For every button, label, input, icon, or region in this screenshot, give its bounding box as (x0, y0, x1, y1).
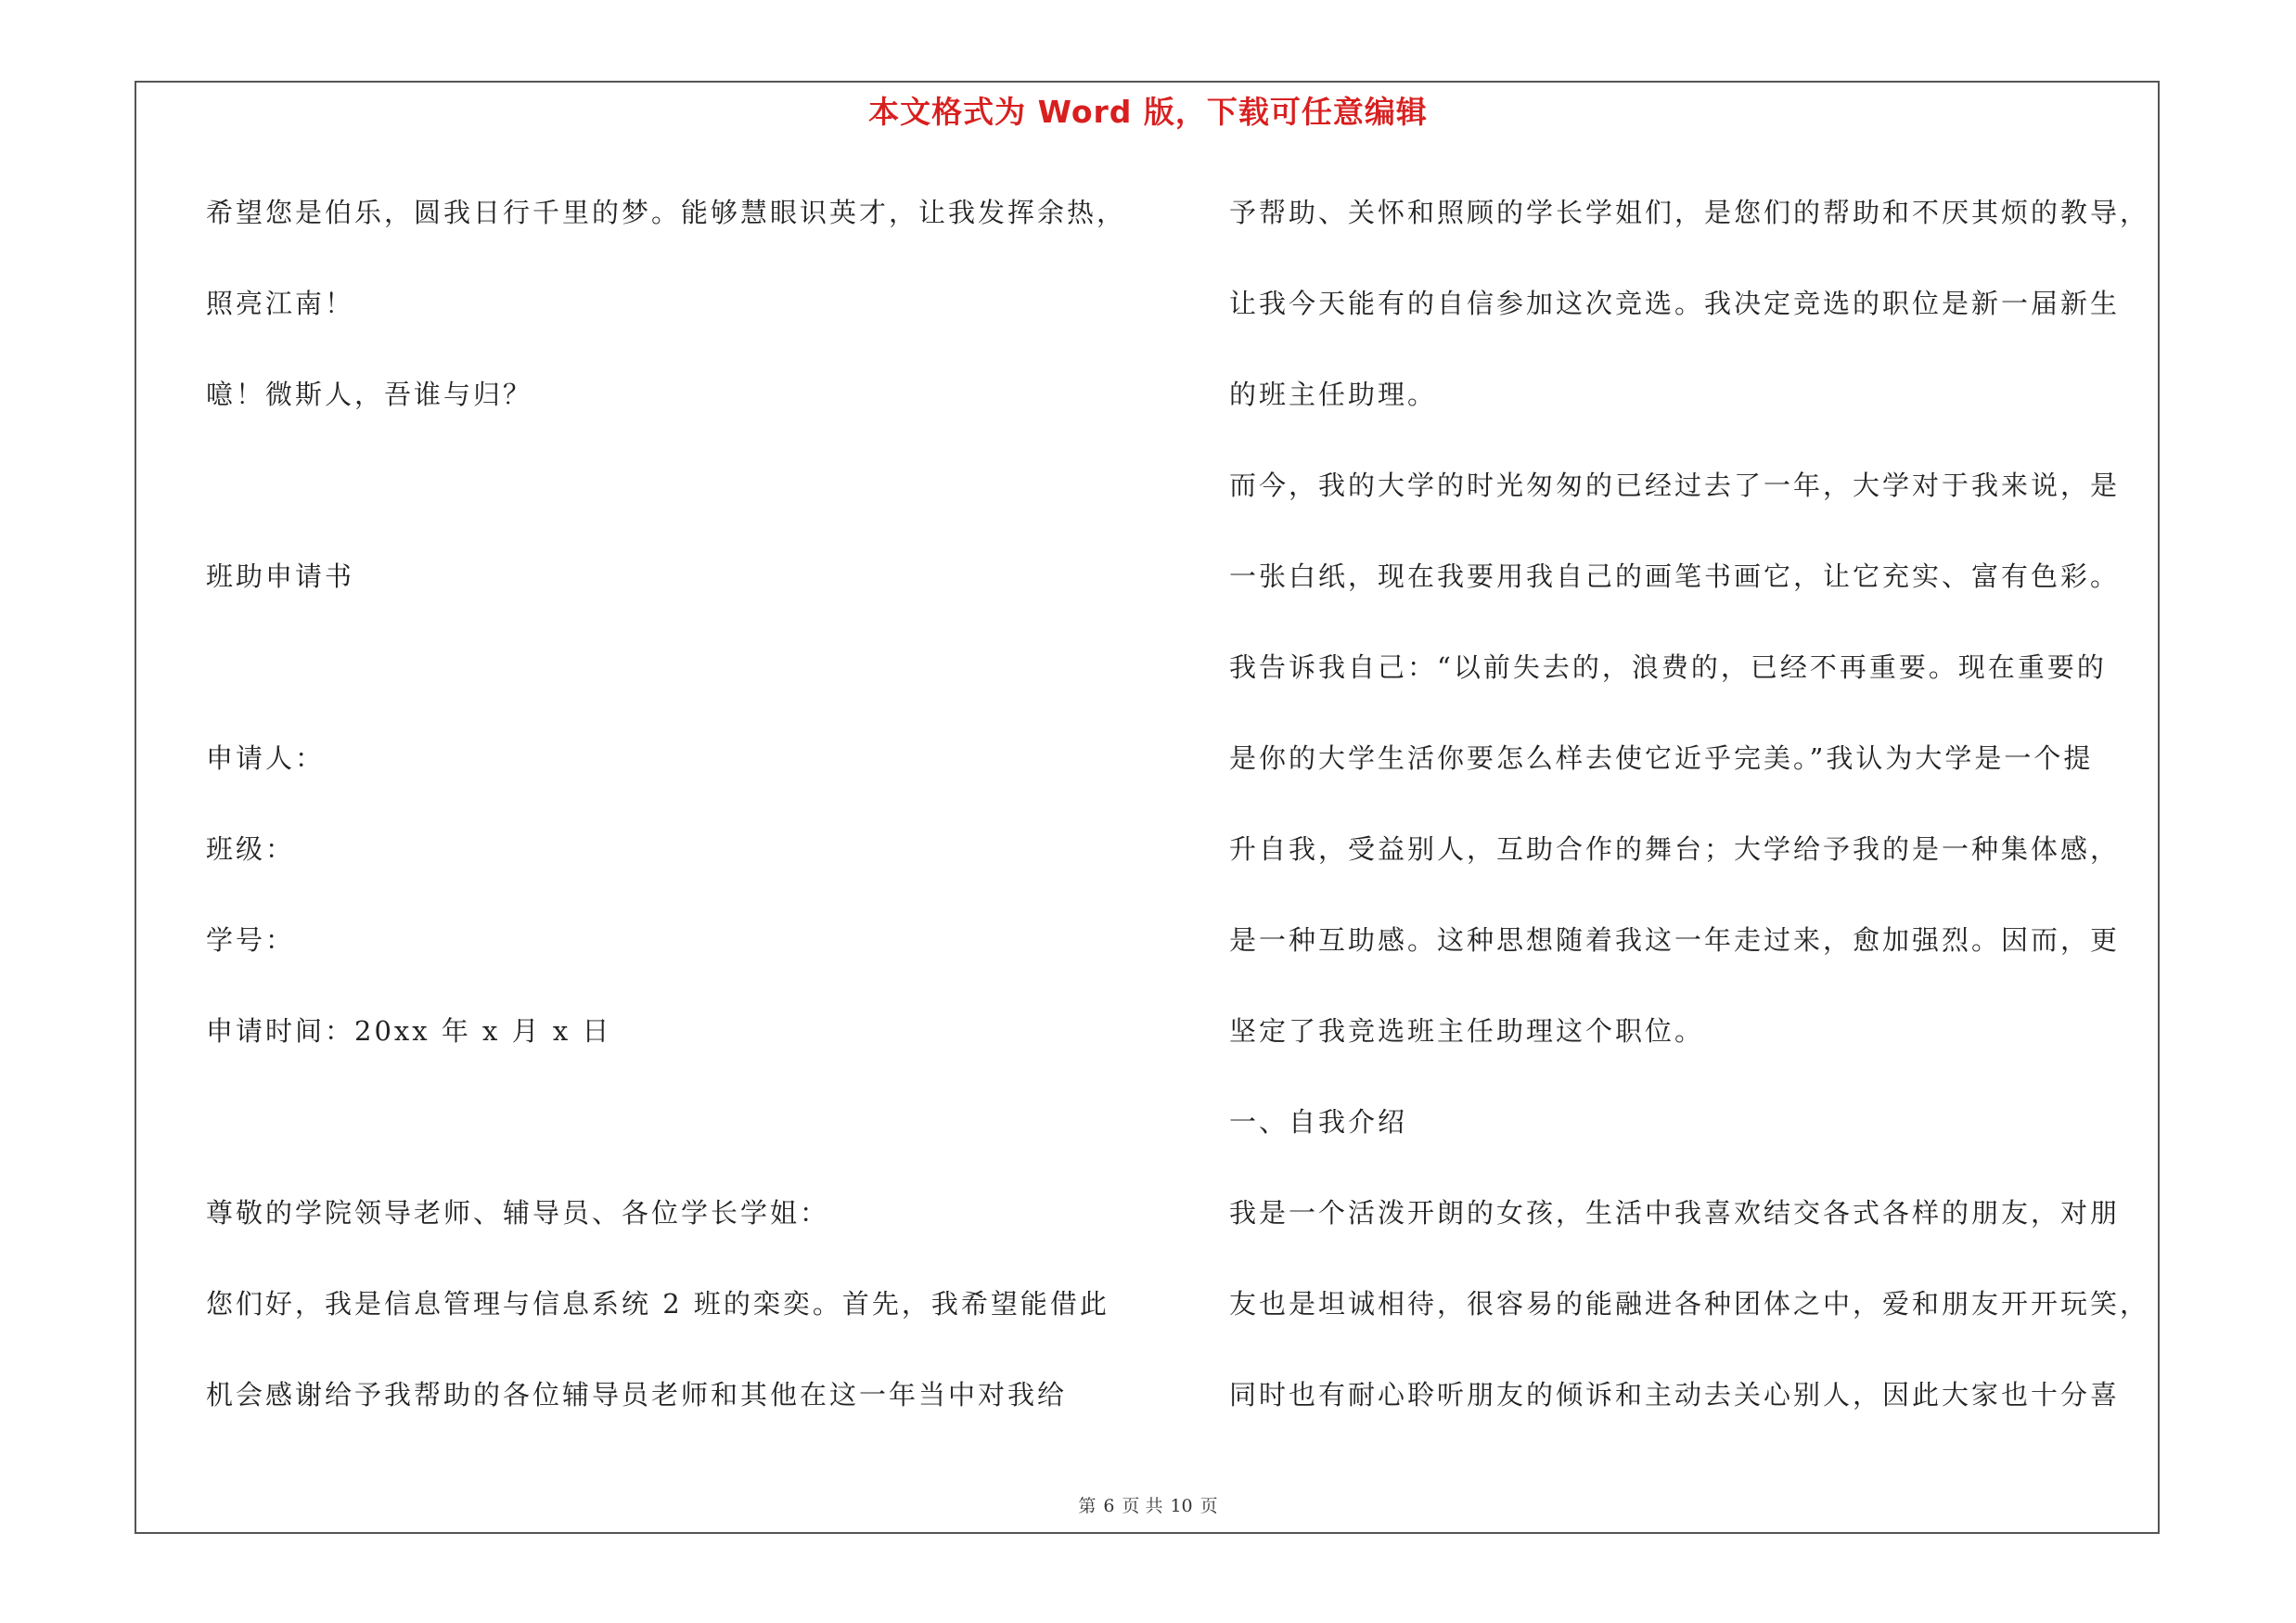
applicant-field: 申请人： (206, 742, 326, 774)
blank-line (206, 637, 1143, 728)
format-banner: 本文格式为 Word 版，下载可任意编辑 (868, 94, 1428, 130)
class-field: 班级： (206, 833, 296, 865)
text-line: 照亮江南！ (206, 288, 355, 319)
text-line: 您们好，我是信息管理与信息系统 2 班的栾奕。首先，我希望能借此 (206, 1288, 1110, 1320)
footer-suffix: 页 (1199, 1496, 1218, 1516)
right-text-column (1229, 182, 2175, 1455)
page-number-total: 10 (1170, 1496, 1193, 1516)
page-number-current: 6 (1103, 1496, 1115, 1516)
text-line: 友也是坦诚相待，很容易的能融进各种团体之中，爱和朋友开开玩笑， (1229, 1288, 2150, 1320)
salutation: 尊敬的学院领导老师、辅导员、各位学长学姐： (206, 1197, 830, 1229)
text-line: 让我今天能有的自信参加这次竞选。我决定竞选的职位是新一届新生 (1229, 288, 2121, 319)
text-line: 是一种互助感。这种思想随着我这一年走过来，愈加强烈。因而，更 (1229, 924, 2121, 956)
text-line: 同时也有耐心聆听朋友的倾诉和主动去关心别人，因此大家也十分喜 (1229, 1379, 2121, 1410)
student-id-field: 学号： (206, 924, 296, 956)
text-line: 我是一个活泼开朗的女孩，生活中我喜欢结交各式各样的朋友，对朋 (1229, 1197, 2121, 1229)
text-line: 的班主任助理。 (1229, 379, 1438, 410)
text-line: 是你的大学生活你要怎么样去使它近乎完美。”我认为大学是一个提 (1229, 742, 2094, 774)
document-title: 班助申请书 (206, 560, 355, 592)
text-line: 希望您是伯乐，圆我日行千里的梦。能够慧眼识英才，让我发挥余热， (206, 197, 1127, 228)
text-line: 机会感谢给予我帮助的各位辅导员老师和其他在这一年当中对我给 (206, 1379, 1068, 1410)
footer-middle: 页 共 (1122, 1496, 1163, 1516)
text-line: 我告诉我自己：“以前失去的，浪费的，已经不再重要。现在重要的 (1229, 651, 2107, 683)
section-heading: 一、自我介绍 (1229, 1106, 1408, 1138)
text-line: 噫！微斯人，吾谁与归？ (206, 379, 533, 410)
text-line: 升自我，受益别人，互助合作的舞台；大学给予我的是一种集体感， (1229, 833, 2121, 865)
text-line: 坚定了我竞选班主任助理这个职位。 (1229, 1015, 1705, 1047)
left-text-column (206, 182, 1143, 1455)
text-line: 而今，我的大学的时光匆匆的已经过去了一年，大学对于我来说，是 (1229, 470, 2121, 501)
text-line: 一张白纸，现在我要用我自己的画笔书画它，让它充实、富有色彩。 (1229, 560, 2121, 592)
blank-line (206, 455, 1143, 546)
page-footer (0, 1492, 2296, 1517)
blank-line (206, 1091, 1143, 1182)
text-line: 予帮助、关怀和照顾的学长学姐们，是您们的帮助和不厌其烦的教导， (1229, 197, 2150, 228)
application-date-field: 申请时间：20xx 年 x 月 x 日 (206, 1015, 612, 1047)
footer-prefix: 第 (1078, 1496, 1097, 1516)
